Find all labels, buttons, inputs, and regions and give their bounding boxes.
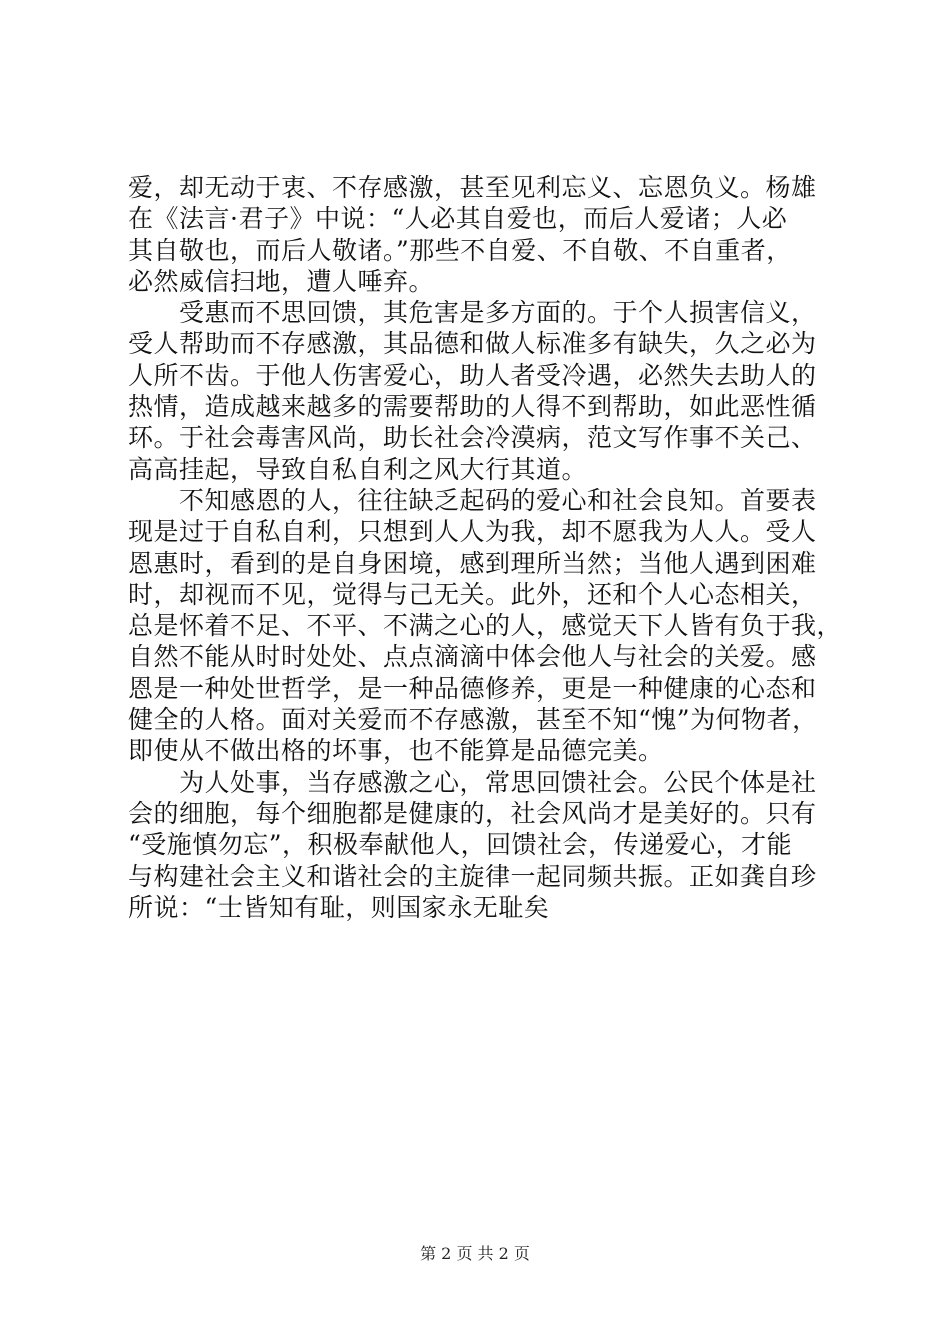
- text-line: 为人处事，当存感激之心，常思回馈社会。公民个体是社: [128, 767, 817, 797]
- text-line: 现是过于自私自利，只想到人人为我，却不愿我为人人。受人: [128, 517, 817, 547]
- text-line: 时，却视而不见，觉得与己无关。此外，还和个人心态相关，: [128, 579, 817, 609]
- text-line: 健全的人格。面对关爱而不存感激，甚至不知“愧”为何物者，: [128, 705, 818, 735]
- text-line: 所说：“士皆知有耻，则国家永无耻矣: [128, 892, 550, 922]
- text-line: 恩惠时，看到的是自身困境，感到理所当然；当他人遇到困难: [128, 548, 817, 578]
- text-line: 即使从不做出格的坏事，也不能算是品德完美。: [128, 736, 664, 766]
- text-line: 会的细胞，每个细胞都是健康的，社会风尚才是美好的。只有: [128, 798, 817, 828]
- text-line: 总是怀着不足、不平、不满之心的人，感觉天下人皆有负于我，: [128, 611, 843, 641]
- text-line: 人所不齿。于他人伤害爱心，助人者受冷遇，必然失去助人的: [128, 360, 817, 390]
- text-line: 不知感恩的人，往往缺乏起码的爱心和社会良知。首要表: [128, 485, 817, 515]
- text-line: 爱，却无动于衷、不存感激，甚至见利忘义、忘恩负义。杨雄: [128, 173, 817, 202]
- text-line: 其自敬也，而后人敬诸。”那些不自爱、不自敬、不自重者，: [128, 235, 792, 265]
- text-line: 与构建社会主义和谐社会的主旋律一起同频共振。正如龚自珍: [128, 861, 817, 891]
- text-line: 环。于社会毒害风尚，助长社会冷漠病，范文写作事不关己、: [128, 423, 817, 453]
- text-line: 必然威信扫地，遭人唾弃。: [128, 266, 435, 296]
- text-line: 受惠而不思回馈，其危害是多方面的。于个人损害信义，: [128, 298, 817, 328]
- text-line: 恩是一种处世哲学，是一种品德修养，更是一种健康的心态和: [128, 673, 817, 703]
- text-line: 受人帮助而不存感激，其品德和做人标准多有缺失，久之必为: [128, 329, 817, 359]
- page-footer: 第 2 页 共 2 页: [420, 1244, 530, 1263]
- text-line: 高高挂起，导致自私自利之风大行其道。: [128, 454, 588, 484]
- article-body: [128, 172, 843, 923]
- text-line: “受施慎勿忘”，积极奉献他人，回馈社会，传递爱心，才能: [128, 830, 793, 860]
- text-line: 在《法言·君子》中说：“人必其自爱也，而后人爱诸；人必: [128, 204, 788, 234]
- text-line: 热情，造成越来越多的需要帮助的人得不到帮助，如此恶性循: [128, 392, 817, 422]
- text-line: 自然不能从时时处处、点点滴滴中体会他人与社会的关爱。感: [128, 642, 817, 672]
